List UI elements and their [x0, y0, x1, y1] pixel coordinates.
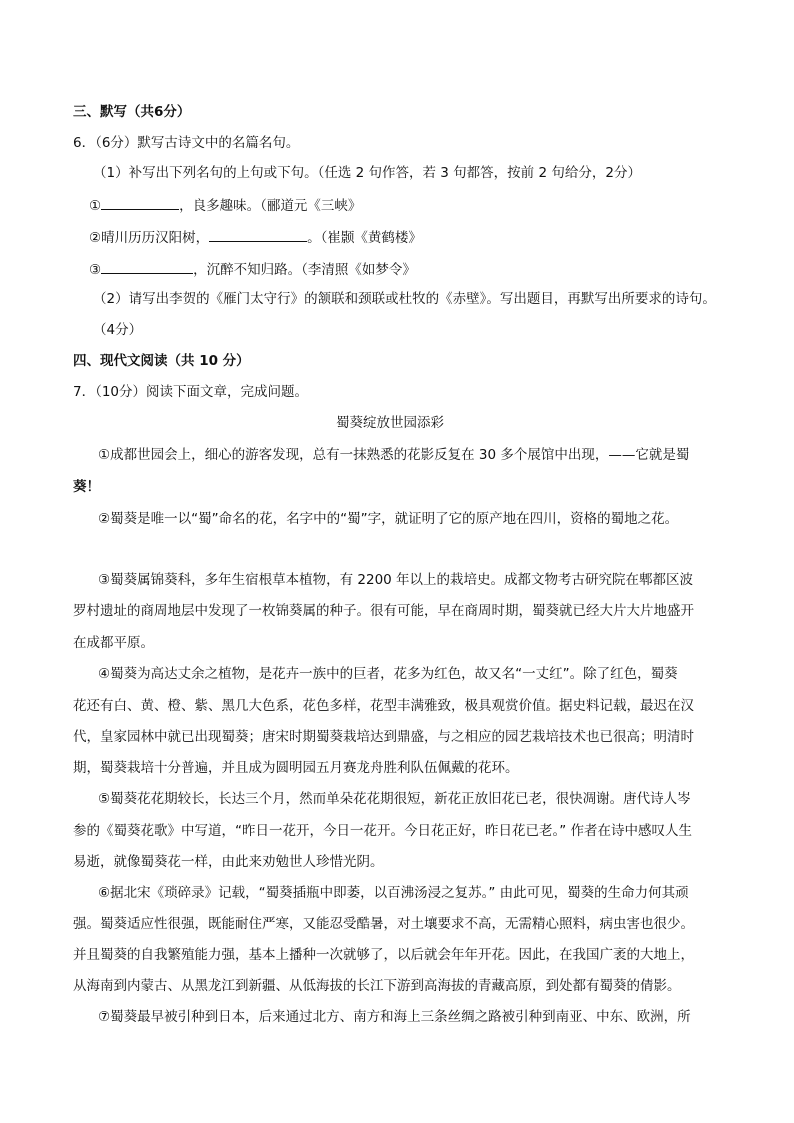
q6-item-2 — [89, 227, 422, 247]
q6-stem: 6．（6分）默写古诗文中的名篇名句。 — [73, 135, 300, 151]
article-line: ⑤蜀葵花花期较长，长达三个月，然而单朵花花期很短，新花正放旧花已老，很快凋谢。唐代诗人岑 — [98, 791, 691, 807]
article-line: 并且蜀葵的自我繁殖能力强，基本上播种一次就够了，以后就会年年开花。因此，在我国广袤的大地上， — [73, 947, 694, 963]
item-text: ，沉醉不知归路。（李清照《如梦令》 — [193, 262, 416, 278]
answer-blank-3[interactable] — [101, 259, 193, 274]
q6-part2-line1: （2）请写出李贺的《雁门太守行》的颔联和颈联或杜牧的《赤壁》。写出题目，再默写出所要求的诗句。 — [93, 291, 716, 307]
article-line: ⑦蜀葵最早被引种到日本，后来通过北方、南方和海上三条丝绸之路被引种到南亚、中东、欧洲，所 — [98, 1009, 691, 1025]
article-line: 易逝，就像蜀葵花一样，由此来劝勉世人珍惜光阴。 — [73, 854, 384, 870]
article-line: 强。蜀葵适应性很强，既能耐住严寒，又能忍受酷暑，对土壤要求不高，无需精心照料，病虫害也很少。 — [73, 916, 694, 932]
item-text-pre: 晴川历历汉阳树， — [101, 230, 210, 246]
article-title: 蜀葵绽放世园添彩 — [336, 415, 444, 431]
answer-blank-2[interactable] — [209, 227, 307, 242]
article-line: 从海南到内蒙古、从黑龙江到新疆、从低海拔的长江下游到高海拔的青藏高原，到处都有蜀葵的倩影。 — [73, 978, 681, 994]
article-line: 罗村遗址的商周地层中发现了一枚锦葵属的种子。很有可能，早在商周时期，蜀葵就已经大片大片地盛开 — [73, 603, 694, 619]
article-line: 在成都平原。 — [73, 635, 154, 651]
q6-item-3 — [89, 259, 416, 279]
item-number: ① — [89, 198, 102, 214]
article-line: ④蜀葵为高达丈余之植物，是花卉一族中的巨者，花多为红色，故又名“一丈红”。除了红色，蜀葵 — [98, 666, 678, 682]
item-number: ② — [89, 230, 102, 246]
article-line: 参的《蜀葵花歌》中写道，“昨日一花开，今日一花开。今日花正好，昨日花已老。” 作者在诗中感叹人生 — [73, 823, 693, 839]
item-text: 。（崔颢《黄鹤楼》 — [307, 230, 422, 246]
section-3-heading: 三、默写（共6分） — [73, 104, 191, 120]
q6-part1-instruction: （1）补写出下列名句的上句或下句。（任选 2 句作答，若 3 句都答，按前 2 句给分，2分） — [93, 165, 641, 181]
item-text: ，良多趣味。（郦道元《三峡》 — [179, 198, 362, 214]
article-line: ①成都世园会上，细心的游客发现，总有一抹熟悉的花影反复在 30 多个展馆中出现，——它就是蜀 — [98, 447, 690, 463]
article-line: 葵！ — [73, 479, 100, 495]
article-line: ③蜀葵属锦葵科，多年生宿根草本植物，有 2200 年以上的栽培史。成都文物考古研究院在郫都区波 — [98, 572, 694, 588]
article-line: 期，蜀葵栽培十分普遍，并且成为圆明园五月赛龙舟胜利队伍佩戴的花环。 — [73, 760, 519, 776]
item-number: ③ — [89, 262, 102, 278]
article-line: ②蜀葵是唯一以“蜀”命名的花，名字中的“蜀”字，就证明了它的原产地在四川，资格的蜀地之花。 — [98, 511, 679, 527]
article-line: 代，皇家园林中就已出现蜀葵；唐宋时期蜀葵栽培达到鼎盛，与之相应的园艺栽培技术也已很高；明清时 — [73, 729, 694, 745]
q6-item-1 — [89, 195, 361, 215]
article-line: ⑥据北宋《琐碎录》记载，“蜀葵插瓶中即萎，以百沸汤浸之复苏。” 由此可见，蜀葵的生命力何其顽 — [98, 885, 689, 901]
answer-blank-1[interactable] — [101, 195, 179, 210]
q7-stem: 7．（10分）阅读下面文章，完成问题。 — [73, 384, 309, 400]
article-line: 花还有白、黄、橙、紫、黑几大色系，花色多样，花型丰满雅致，极具观赏价值。据史料记载，最迟在汉 — [73, 698, 694, 714]
q6-part2-line2: （4分） — [93, 322, 143, 338]
section-4-heading: 四、现代文阅读（共 10 分） — [73, 353, 250, 369]
